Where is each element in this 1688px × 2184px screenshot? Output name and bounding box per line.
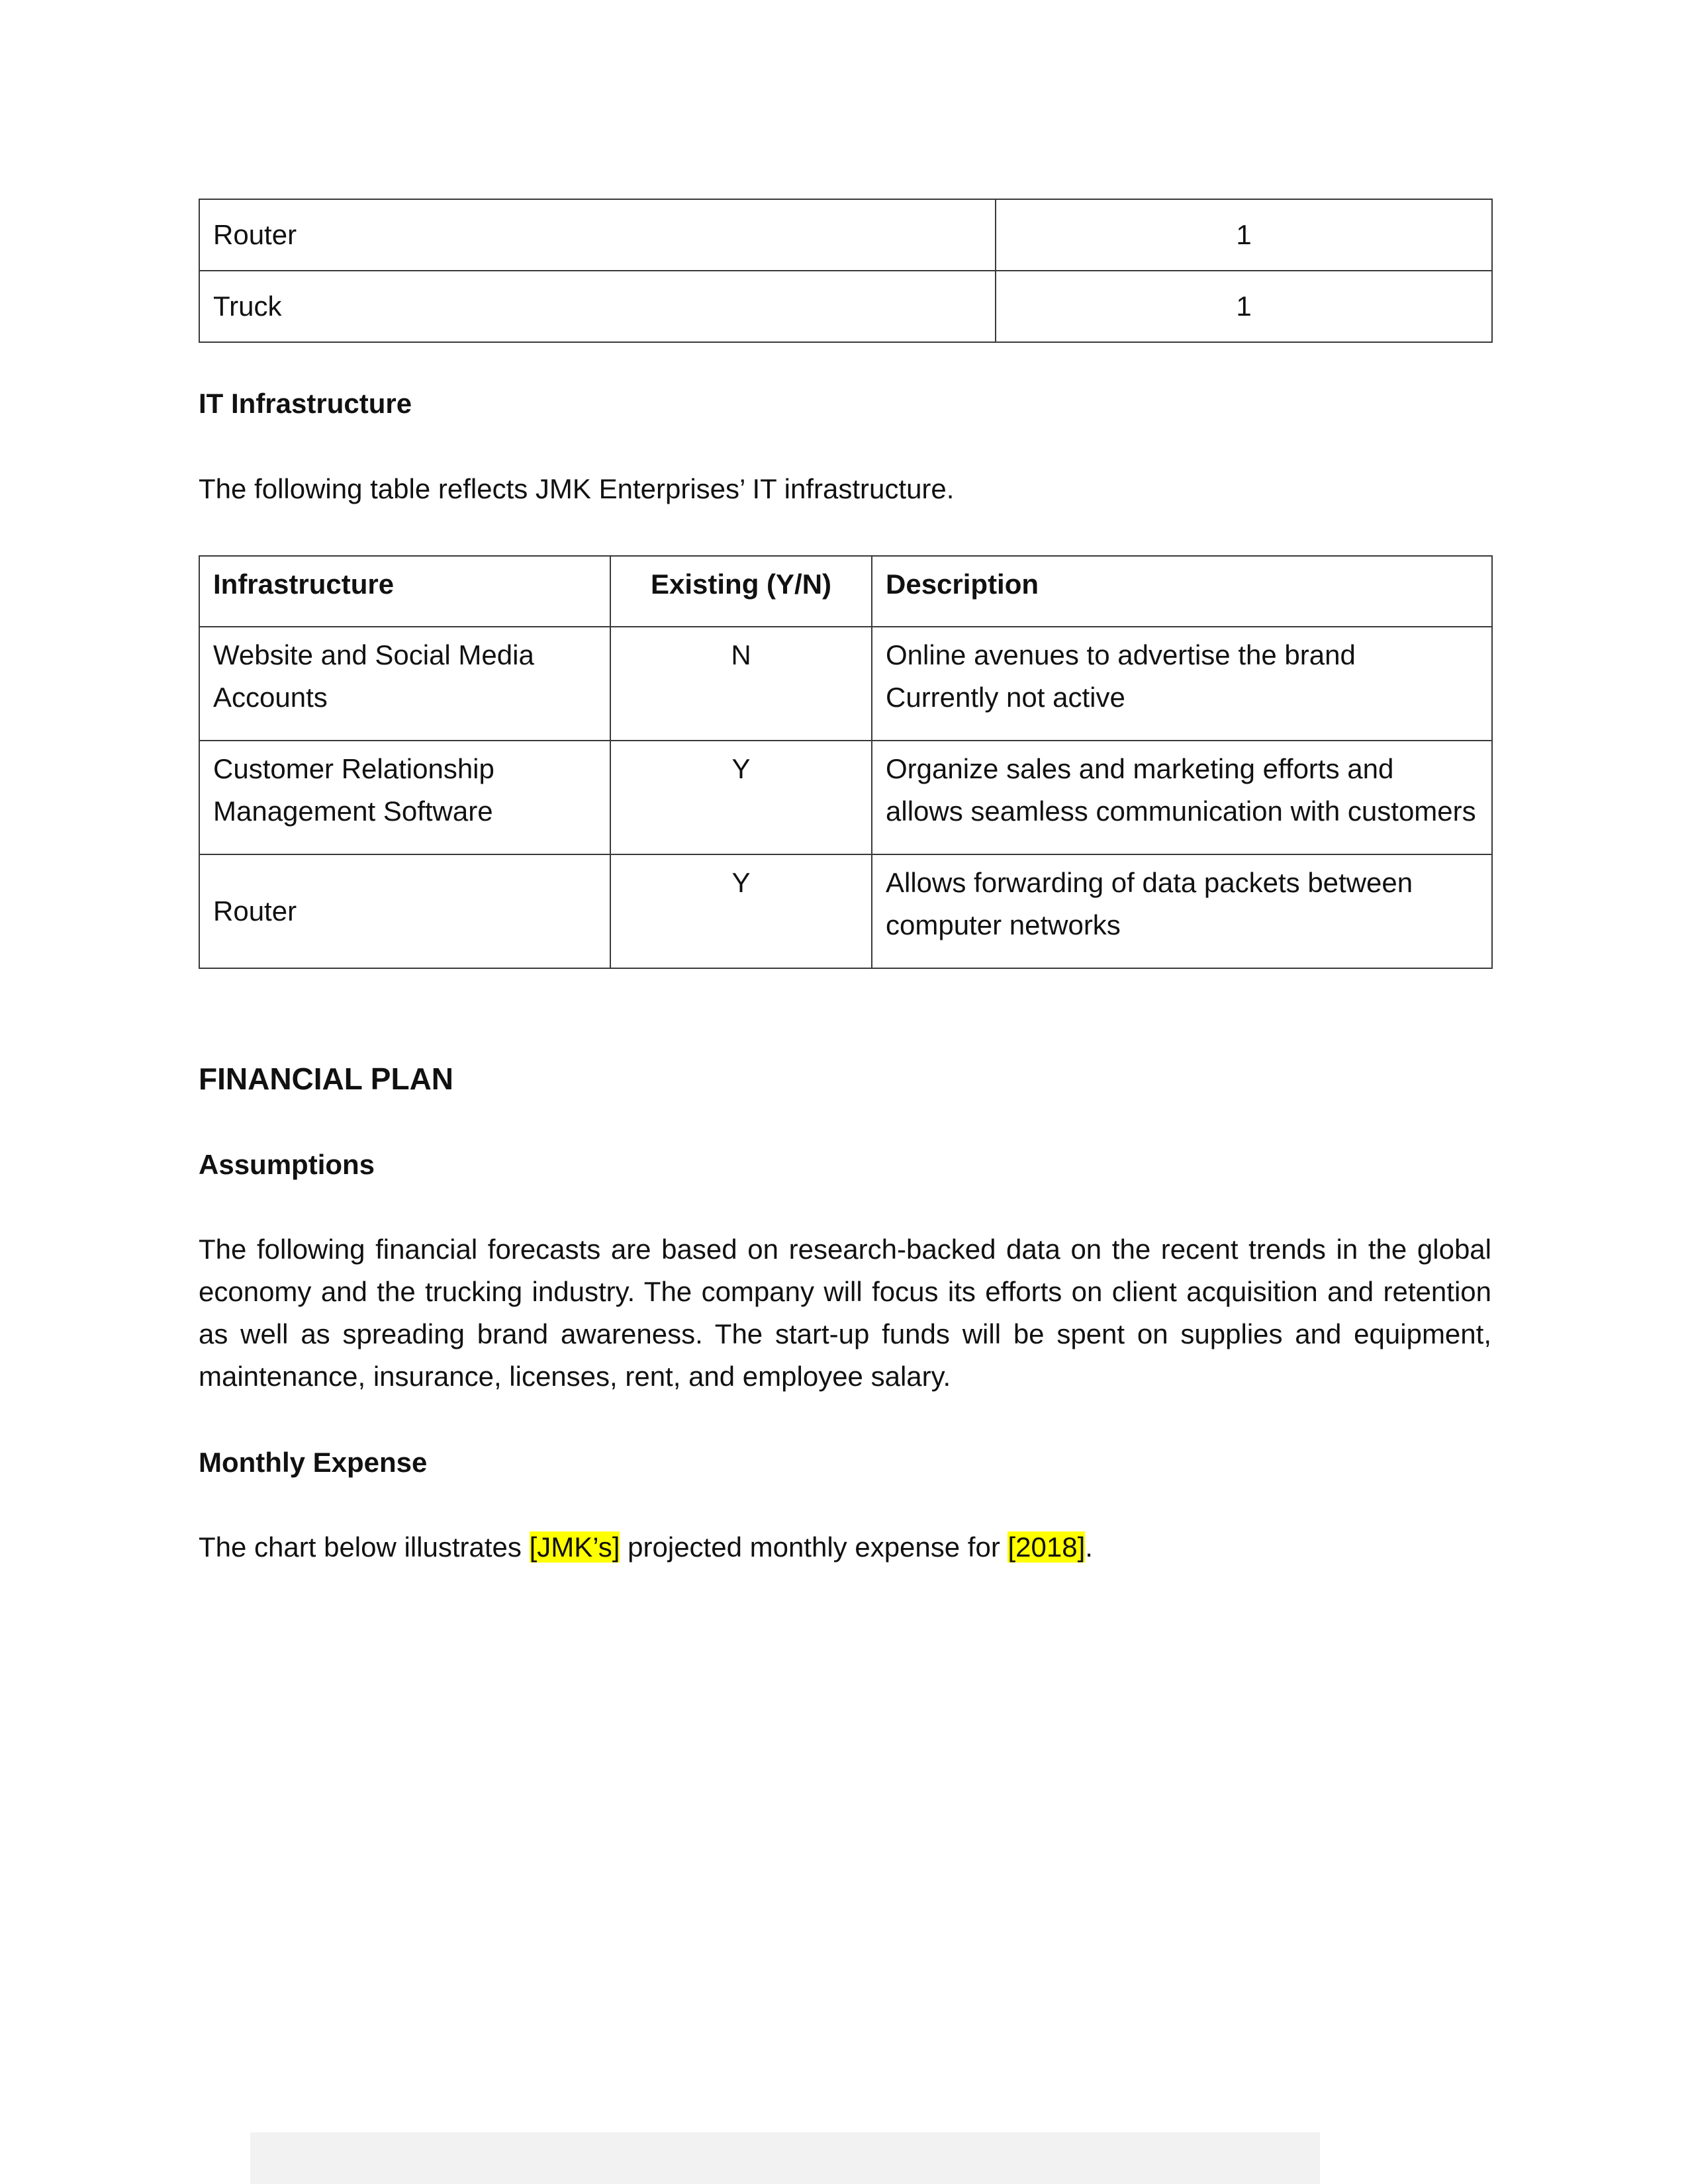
infrastructure-cell: Router (199, 854, 610, 968)
highlighted-placeholder-year: [2018] (1008, 1531, 1086, 1563)
existing-cell: N (610, 627, 872, 741)
financial-plan-heading: FINANCIAL PLAN (199, 1062, 454, 1096)
existing-cell: Y (610, 741, 872, 854)
highlighted-placeholder-company: [JMK’s] (529, 1531, 620, 1563)
description-cell: Organize sales and marketing efforts and allows seamless communication with customers (872, 741, 1492, 854)
table-header-row (199, 556, 1492, 627)
it-infrastructure-heading: IT Infrastructure (199, 388, 412, 419)
header-cell-description: Description (872, 556, 1492, 627)
text-span: The chart below illustrates (199, 1531, 530, 1563)
table-row (199, 271, 1492, 342)
table-row (199, 741, 1492, 854)
it-infrastructure-table (199, 555, 1493, 969)
description-cell: Allows forwarding of data packets between computer networks (872, 854, 1492, 968)
header-cell-infrastructure: Infrastructure (199, 556, 610, 627)
infrastructure-cell: Customer Relationship Management Software (199, 741, 610, 854)
it-infrastructure-intro: The following table reflects JMK Enterprises’ IT infrastructure. (199, 473, 955, 504)
equipment-item-cell: Truck (199, 271, 996, 342)
chart-placeholder (250, 2132, 1320, 2184)
monthly-expense-paragraph (199, 1526, 1491, 1569)
text-span: projected monthly expense for (620, 1531, 1008, 1563)
monthly-expense-heading: Monthly Expense (199, 1447, 428, 1478)
equipment-quantity-cell: 1 (996, 199, 1492, 271)
description-line: Currently not active (886, 682, 1125, 713)
assumptions-paragraph: The following financial forecasts are based on research-backed data on the recent trends in the global economy and the trucking industry. The company will focus its efforts on client acquisition and retention as well as spreading brand awareness. The start-up funds will be spent on supplies and equipment, maintenance, insurance, licenses, rent, and employee salary. (199, 1234, 1491, 1392)
text-span: . (1085, 1531, 1093, 1563)
description-line: Online avenues to advertise the brand (886, 639, 1356, 670)
assumptions-heading: Assumptions (199, 1149, 375, 1180)
equipment-table (199, 199, 1493, 343)
equipment-quantity-cell: 1 (996, 271, 1492, 342)
table-row (199, 627, 1492, 741)
header-cell-existing: Existing (Y/N) (610, 556, 872, 627)
description-cell (872, 627, 1492, 741)
existing-cell: Y (610, 854, 872, 968)
table-row (199, 854, 1492, 968)
table-row (199, 199, 1492, 271)
infrastructure-cell: Website and Social Media Accounts (199, 627, 610, 741)
equipment-item-cell: Router (199, 199, 996, 271)
